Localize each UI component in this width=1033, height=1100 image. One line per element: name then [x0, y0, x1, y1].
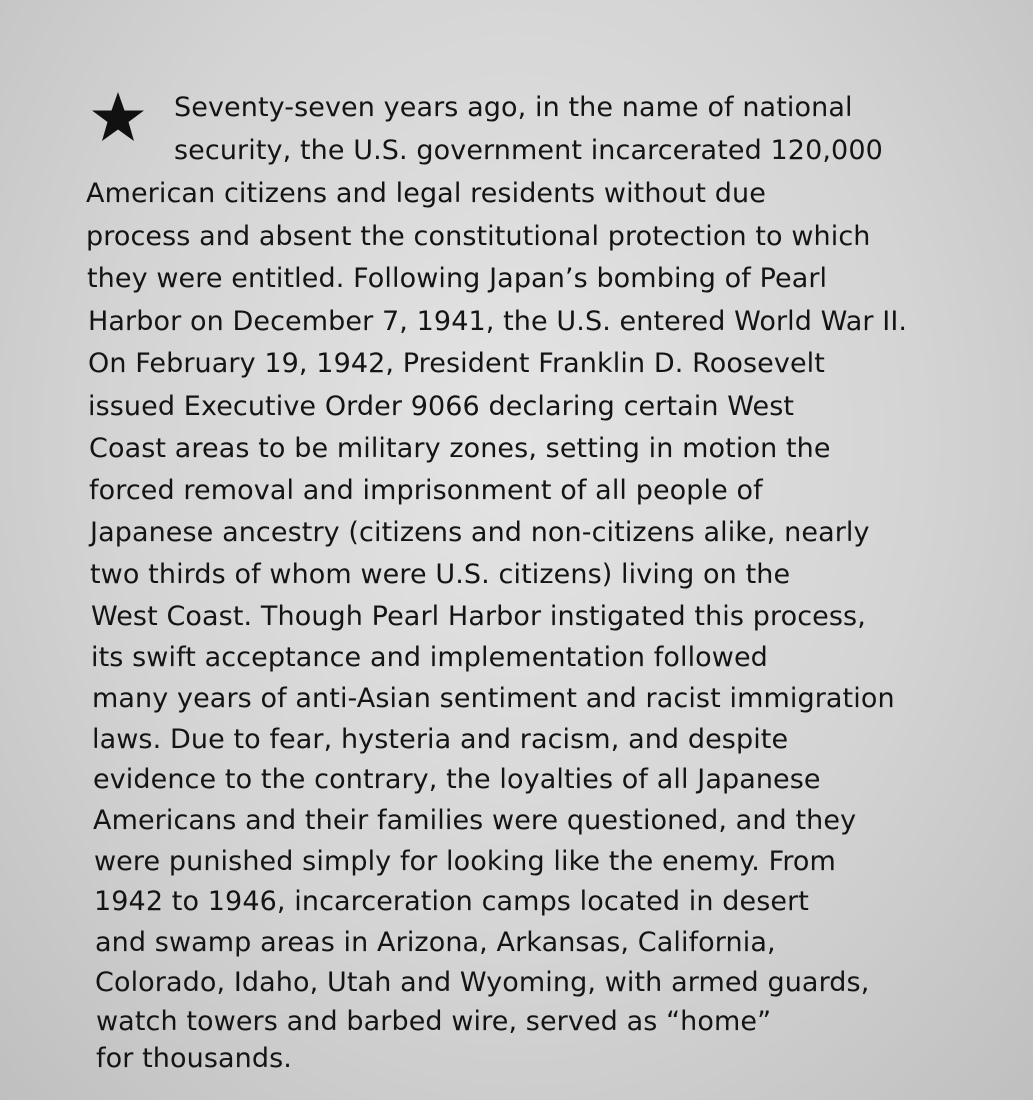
placard-text-line: watch towers and barbed wire, served as “home”: [96, 1006, 772, 1037]
placard-text-line: process and absent the constitutional protection to which: [86, 221, 871, 252]
placard-text-line: Japanese ancestry (citizens and non-citizens alike, nearly: [90, 517, 870, 548]
placard-text-line: evidence to the contrary, the loyalties of all Japanese: [93, 764, 821, 795]
placard-text-line: many years of anti-Asian sentiment and racist immigration: [92, 683, 895, 714]
placard-text-line: On February 19, 1942, President Franklin D. Roosevelt: [88, 348, 825, 379]
placard-text-line: security, the U.S. government incarcerated 120,000: [174, 135, 883, 166]
placard-text-line: forced removal and imprisonment of all people of: [89, 475, 763, 506]
placard-text-line: Seventy-seven years ago, in the name of national: [174, 92, 853, 123]
placard-text-line: its swift acceptance and implementation followed: [91, 642, 768, 673]
placard-text-line: Coast areas to be military zones, setting in motion the: [89, 433, 831, 464]
placard-text-line: Colorado, Idaho, Utah and Wyoming, with armed guards,: [95, 967, 870, 998]
placard-text-line: they were entitled. Following Japan’s bombing of Pearl: [87, 263, 828, 294]
placard-text-line: issued Executive Order 9066 declaring certain West: [88, 391, 795, 422]
placard-text-line: two thirds of whom were U.S. citizens) living on the: [90, 559, 791, 590]
placard-text-line: 1942 to 1946, incarceration camps located in desert: [94, 886, 809, 917]
placard-text-line: Americans and their families were questioned, and they: [93, 805, 857, 836]
placard-text-line: American citizens and legal residents without due: [86, 178, 766, 209]
placard-text-line: for thousands.: [96, 1043, 292, 1074]
star-icon: [88, 88, 148, 148]
placard-text-line: and swamp areas in Arizona, Arkansas, California,: [95, 927, 776, 958]
placard-text-line: West Coast. Though Pearl Harbor instigated this process,: [91, 601, 866, 632]
placard-text-line: were punished simply for looking like the enemy. From: [94, 846, 836, 877]
placard-text-line: Harbor on December 7, 1941, the U.S. entered World War II.: [88, 306, 908, 337]
placard-text-line: laws. Due to fear, hysteria and racism, and despite: [92, 724, 789, 755]
